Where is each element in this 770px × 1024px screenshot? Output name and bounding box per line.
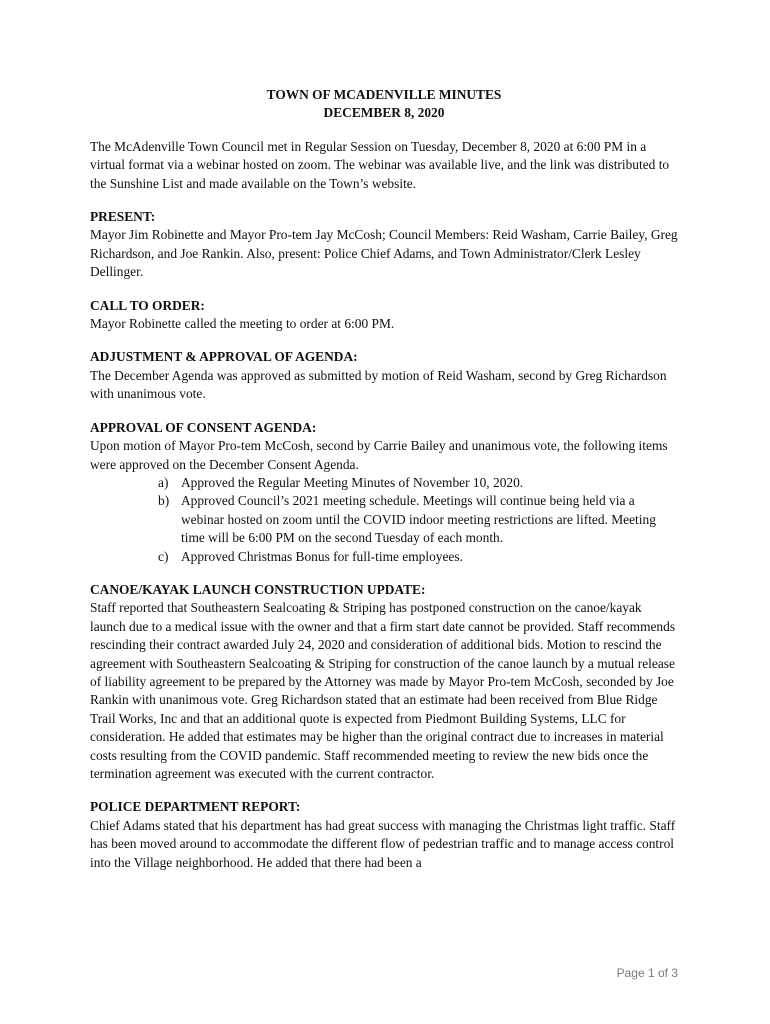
section-heading-present: PRESENT: (90, 209, 156, 225)
section-body-police-report: Chief Adams stated that his department has had great success with managing the Christmas light traffic. Staff has been moved around to accommodate the different flow of pedestrian traffic and to manage access control into the Village neighborhood. He added that there had been a (90, 817, 676, 870)
section-body-consent-agenda: Upon motion of Mayor Pro-tem McCosh, second by Carrie Bailey and unanimous vote, the following items were approved on the December Consent Agenda. (90, 438, 668, 472)
section-body-present: Mayor Jim Robinette and Mayor Pro-tem Jay McCosh; Council Members: Reid Washam, Carrie Bailey, Greg Richardson, and Joe Rankin. Also, present: Police Chief Adams, and Town Administrator/Clerk Lesley Dellinger. (90, 227, 678, 280)
list-item-text: Approved Council’s 2021 meeting schedule. Meetings will continue being held via a webinar hosted on zoom until the COVID indoor meeting restrictions are lifted. Meeting time will be 6:00 PM on the second Tuesday of each month. (181, 493, 656, 546)
list-item-text: Approved the Regular Meeting Minutes of November 10, 2020. (181, 474, 524, 490)
section-police-report (90, 798, 678, 872)
section-heading-police-report: POLICE DEPARTMENT REPORT: (90, 799, 301, 815)
document-page (90, 86, 678, 887)
list-item-marker: c) (158, 548, 169, 564)
document-date: DECEMBER 8, 2020 (323, 105, 445, 121)
list-item-text: Approved Christmas Bonus for full-time employees. (181, 548, 463, 564)
section-agenda (90, 348, 678, 403)
intro-paragraph-section (90, 138, 678, 193)
section-heading-agenda: ADJUSTMENT & APPROVAL OF AGENDA: (90, 349, 358, 365)
consent-items-list (90, 474, 678, 566)
intro-paragraph: The McAdenville Town Council met in Regular Session on Tuesday, December 8, 2020 at 6:00 PM in a virtual format via a webinar hosted on zoom. The webinar was available live, and the link was distributed to the Sunshine List and made available on the Town’s website. (90, 138, 670, 191)
section-heading-consent-agenda: APPROVAL OF CONSENT AGENDA: (90, 419, 317, 435)
page-number: Page 1 of 3 (616, 966, 678, 980)
list-item-marker: b) (158, 493, 170, 509)
list-item (90, 548, 678, 566)
list-item (90, 492, 678, 547)
section-body-canoe-kayak: Staff reported that Southeastern Sealcoating & Striping has postponed construction on the canoe/kayak launch due to a medical issue with the owner and that a firm start date cannot be provided. Staff recommends rescinding their contract awarded July 24, 2020 and consideration of additional bids. Motion to rescind the agreement with Southeastern Sealcoating & Striping for construction of the canoe launch by a mutual release of liability agreement to be prepared by the Attorney was made by Mayor Pro-tem McCosh, seconded by Joe Rankin with unanimous vote. Greg Richardson stated that an estimate had been received from Blue Ridge Trail Works, Inc and that an additional quote is expected from Piedmont Building Systems, LLC for consideration. He added that estimates may be higher than the original contract due to increases in material costs resulting from the COVID pandemic. Staff recommended meeting to review the new bids once the termination agreement was executed with the current contractor. (90, 600, 676, 781)
section-heading-call-to-order: CALL TO ORDER: (90, 297, 205, 313)
section-consent-agenda (90, 419, 678, 566)
section-heading-canoe-kayak: CANOE/KAYAK LAUNCH CONSTRUCTION UPDATE: (90, 581, 426, 597)
section-present (90, 208, 678, 282)
section-canoe-kayak (90, 581, 678, 783)
title-block (90, 86, 678, 123)
list-item-marker: a) (158, 474, 169, 490)
section-body-agenda: The December Agenda was approved as submitted by motion of Reid Washam, second by Greg Richardson with unanimous vote. (90, 367, 667, 402)
section-body-call-to-order: Mayor Robinette called the meeting to order at 6:00 PM. (90, 316, 395, 332)
section-call-to-order (90, 297, 678, 334)
list-item (90, 474, 678, 492)
document-title: TOWN OF MCADENVILLE MINUTES (266, 87, 502, 102)
